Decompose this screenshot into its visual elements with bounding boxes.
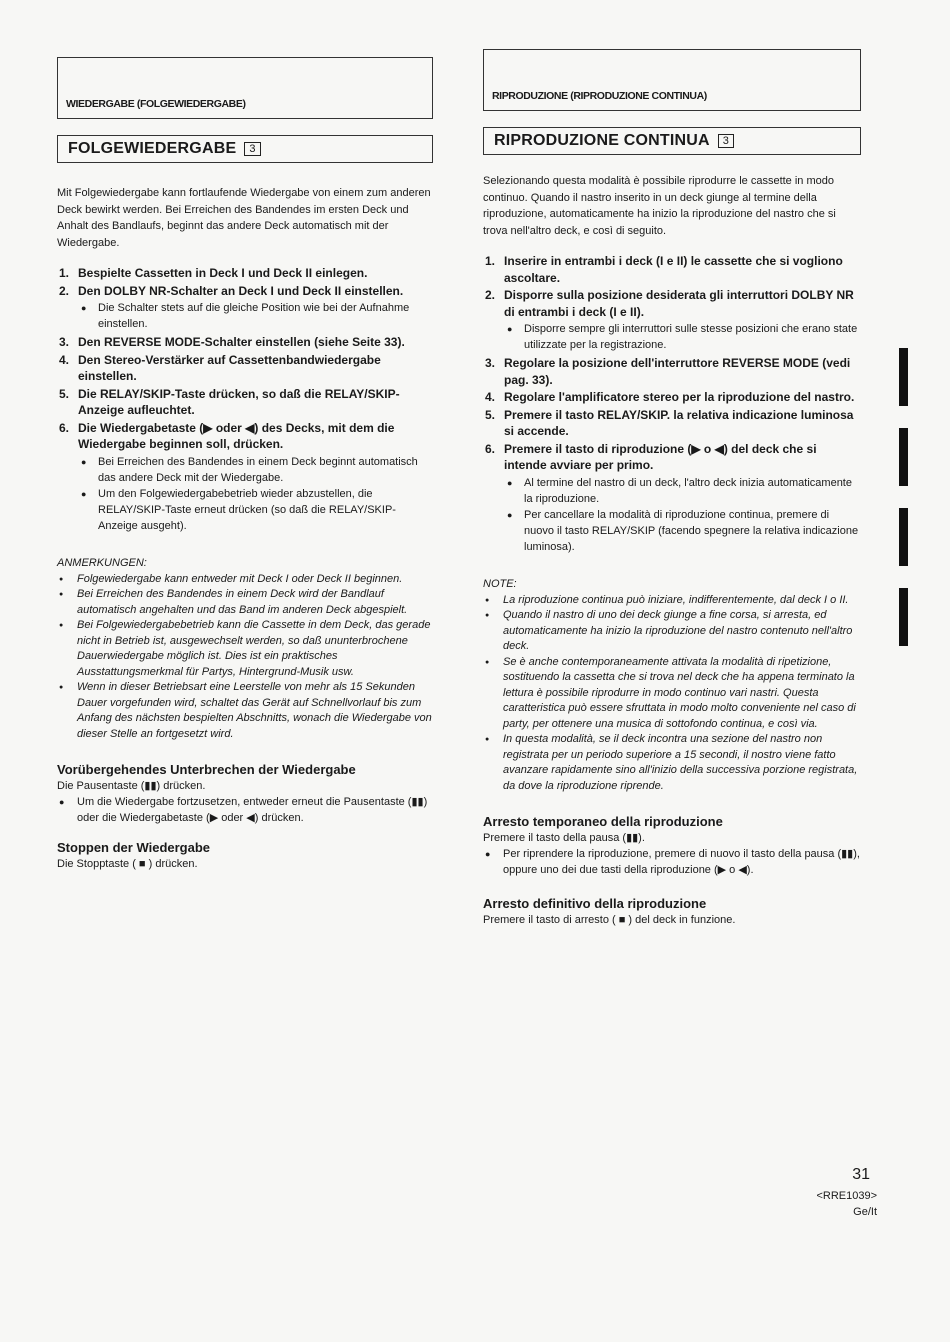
step-item — [57, 334, 433, 351]
thumb-index-bar — [899, 588, 908, 646]
step-number: 4. — [485, 390, 496, 404]
step-sub-bullets — [504, 321, 861, 353]
step-sub-bullets — [504, 475, 861, 555]
stop-text: Die Stopptaste ( ■ ) drücken. — [57, 858, 198, 870]
step-number: 2. — [59, 283, 70, 298]
stop-text: Premere il tasto di arresto ( ■ ) del deck in funzione. — [483, 914, 736, 926]
language-code: Ge/It — [853, 1206, 877, 1218]
notes-title: NOTE: — [483, 577, 517, 590]
step-number: 1. — [485, 254, 496, 268]
sub-bullet-item: ● Per cancellare la modalità di riproduzione continua, premere di nuovo il tasto RELAY/SKIP (facendo spegnere la relativa indicazione luminosa). — [504, 507, 861, 555]
notes-list — [57, 572, 433, 743]
intro-paragraph: Selezionando questa modalità è possibile riprodurre le cassette in modo continuo. Quando il nastro inserito in un deck giunge al termine della riproduzione, automaticamente ha inizio la riproduzione del nastro che si trova nell'altro deck, e così di seguito. — [483, 175, 836, 237]
step-text: Regolare l'amplificatore stereo per la riproduzione del nastro. — [504, 390, 855, 404]
step-number: 5. — [485, 407, 496, 422]
notes-title: ANMERKUNGEN: — [57, 556, 147, 569]
document-code: <RRE1039> — [816, 1190, 877, 1202]
sub-bullet-item: ● Al termine del nastro di un deck, l'altro deck inizia automaticamente la riproduzione. — [504, 475, 861, 507]
pause-bullets — [483, 846, 861, 878]
step-sub-bullets — [78, 454, 433, 534]
step-number: 6. — [59, 420, 70, 435]
step-number: 1. — [59, 266, 70, 280]
intro-paragraph: Mit Folgewiedergabe kann fortlaufende Wiedergabe von einem zum anderen Deck bewirkt werden. Bei Erreichen des Bandendes im ersten Deck und Anhalt des Bandlaufs, beginnt das andere Deck automatisch mit der Wiedergabe. — [57, 187, 431, 249]
section-header-box — [57, 57, 433, 119]
step-item — [483, 441, 861, 555]
notes-list — [483, 593, 861, 795]
german-column — [57, 57, 433, 872]
pause-bullets — [57, 794, 433, 826]
section-number-badge: 3 — [718, 134, 734, 148]
step-item — [483, 253, 861, 286]
step-number: 6. — [485, 441, 496, 456]
note-item: ● La riproduzione continua può iniziare, indifferentemente, dal deck I o II. — [483, 593, 861, 609]
step-text: Den REVERSE MODE-Schalter einstellen (siehe Seite 33). — [78, 335, 405, 349]
step-item — [483, 389, 861, 406]
step-text: Disporre sulla posizione desiderata gli interruttori DOLBY NR di entrambi i deck (I e II). — [504, 288, 854, 319]
sub-bullet-item: ● Disporre sempre gli interruttori sulle stesse posizioni che erano state utilizzate per la registrazione. — [504, 321, 861, 353]
note-item: ● Quando il nastro di uno dei deck giunge a fine corsa, si arresta, ed automaticamente ha inizio la riproduzione del nastro contenuto nell'altro deck. — [483, 608, 861, 655]
note-item: ● Bei Erreichen des Bandendes in einem Deck wird der Bandlauf automatisch angehalten und das Band im anderen Deck abgespielt. — [57, 587, 433, 618]
step-item — [483, 355, 861, 388]
step-item — [57, 386, 433, 419]
bullet-item: ● Per riprendere la riproduzione, premere di nuovo il tasto della pausa (▮▮), oppure uno dei due tasti della riproduzione (▶ o ◀). — [483, 846, 861, 878]
step-sub-bullets — [78, 300, 433, 332]
section-title-box — [57, 135, 433, 163]
section-title: RIPRODUZIONE CONTINUA — [494, 132, 710, 149]
step-text: Die Wiedergabetaste (▶ oder ◀) des Decks, mit dem die Wiedergabe beginnen soll, drücken. — [78, 420, 395, 451]
page-number: 31 — [852, 1166, 870, 1183]
step-item — [57, 420, 433, 534]
step-text: Bespielte Cassetten in Deck I und Deck II einlegen. — [78, 266, 368, 280]
section-title-box — [483, 127, 861, 155]
step-number: 2. — [485, 288, 496, 302]
section-title: FOLGEWIEDERGABE — [68, 140, 237, 157]
sub-bullet-item: ● Bei Erreichen des Bandendes in einem Deck beginnt automatisch das andere Deck mit der Wiedergabe. — [78, 454, 433, 486]
pause-text: Premere il tasto della pausa (▮▮). — [483, 832, 645, 844]
bullet-item: ● Um die Wiedergabe fortzusetzen, entweder erneut die Pausentaste (▮▮) oder die Wiedergabetaste (▶ oder ◀) drücken. — [57, 794, 433, 826]
section-header: RIPRODUZIONE (RIPRODUZIONE CONTINUA) — [492, 90, 707, 102]
step-item — [483, 287, 861, 353]
note-item: ● Se è anche contemporaneamente attivata la modalità di ripetizione, sostituendo la cassetta che si trova nel deck che ha appena terminato la lettura è possibile riprodurre in modo continuo vari nastri. Questa caratteristica può essere sfruttata in modo molto conveniente nel caso di party, per ottenere una musica di sottofondo continua, e così via. — [483, 655, 861, 733]
note-item: ● Bei Folgewiedergabebetrieb kann die Cassette in dem Deck, das gerade nicht in Betrieb ist, ausgewechselt werden, so daß ununterbrochene Dauerwiedergabe möglich ist. Dies ist ein praktisches Ausstattungsmerkmal für Partys, Hintergrund-Musik usw. — [57, 618, 433, 680]
step-text: Regolare la posizione dell'interruttore REVERSE MODE (vedi pag. 33). — [504, 356, 851, 387]
sub-bullet-item: ● Die Schalter stets auf die gleiche Position wie bei der Aufnahme einstellen. — [78, 300, 433, 332]
step-text: Premere il tasto di riproduzione (▶ o ◀) del deck che si intende avviare per primo. — [504, 441, 817, 472]
stop-heading: Stoppen der Wiedergabe — [57, 840, 211, 855]
steps-list — [483, 253, 861, 555]
stop-heading: Arresto definitivo della riproduzione — [483, 896, 707, 911]
section-header-box — [483, 49, 861, 111]
step-item — [57, 352, 433, 385]
note-item: ● Folgewiedergabe kann entweder mit Deck I oder Deck II beginnen. — [57, 572, 433, 588]
sub-bullet-item: ● Um den Folgewiedergabebetrieb wieder abzustellen, die RELAY/SKIP-Taste erneut drücken (so daß die RELAY/SKIP-Anzeige ausgeht). — [78, 486, 433, 534]
note-item: ● In questa modalità, se il deck incontra una sezione del nastro non registrata per un periodo superiore a 15 secondi, il nostro viene fatto avanzare rapidamente sino all'inizio della successiva porzione registrata, da dove la riproduzione riprende. — [483, 732, 861, 794]
step-item — [57, 283, 433, 333]
steps-list — [57, 265, 433, 534]
step-number: 3. — [485, 356, 496, 370]
thumb-index-bar — [899, 348, 908, 406]
pause-heading: Arresto temporaneo della riproduzione — [483, 814, 723, 829]
step-item — [57, 265, 433, 282]
thumb-index-bar — [899, 508, 908, 566]
step-text: Inserire in entrambi i deck (I e II) le cassette che si vogliono ascoltare. — [504, 254, 843, 285]
step-text: Den DOLBY NR-Schalter an Deck I und Deck II einstellen. — [78, 283, 404, 298]
step-number: 3. — [59, 335, 70, 349]
note-item: ● Wenn in dieser Betriebsart eine Leerstelle von mehr als 15 Sekunden Dauer vorgefunden wird, schaltet das Gerät auf Schnellvorlauf bis zum Anfang des nächsten bespielten Abschnitts, wonach die Wiedergabe von dieser Stelle an fortgesetzt wird. — [57, 680, 433, 742]
pause-heading: Vorübergehendes Unterbrechen der Wiedergabe — [57, 762, 356, 777]
step-number: 4. — [59, 352, 70, 367]
step-text: Den Stereo-Verstärker auf Cassettenbandwiedergabe einstellen. — [78, 352, 381, 383]
step-item — [483, 407, 861, 440]
step-text: Premere il tasto RELAY/SKIP. la relativa indicazione luminosa si accende. — [504, 407, 854, 438]
step-number: 5. — [59, 386, 70, 401]
step-text: Die RELAY/SKIP-Taste drücken, so daß die RELAY/SKIP-Anzeige aufleuchtet. — [78, 386, 400, 417]
italian-column — [483, 57, 861, 928]
section-number-badge: 3 — [244, 142, 260, 156]
pause-text: Die Pausentaste (▮▮) drücken. — [57, 780, 206, 792]
section-header: WIEDERGABE (FOLGEWIEDERGABE) — [66, 98, 246, 110]
thumb-index-bar — [899, 428, 908, 486]
